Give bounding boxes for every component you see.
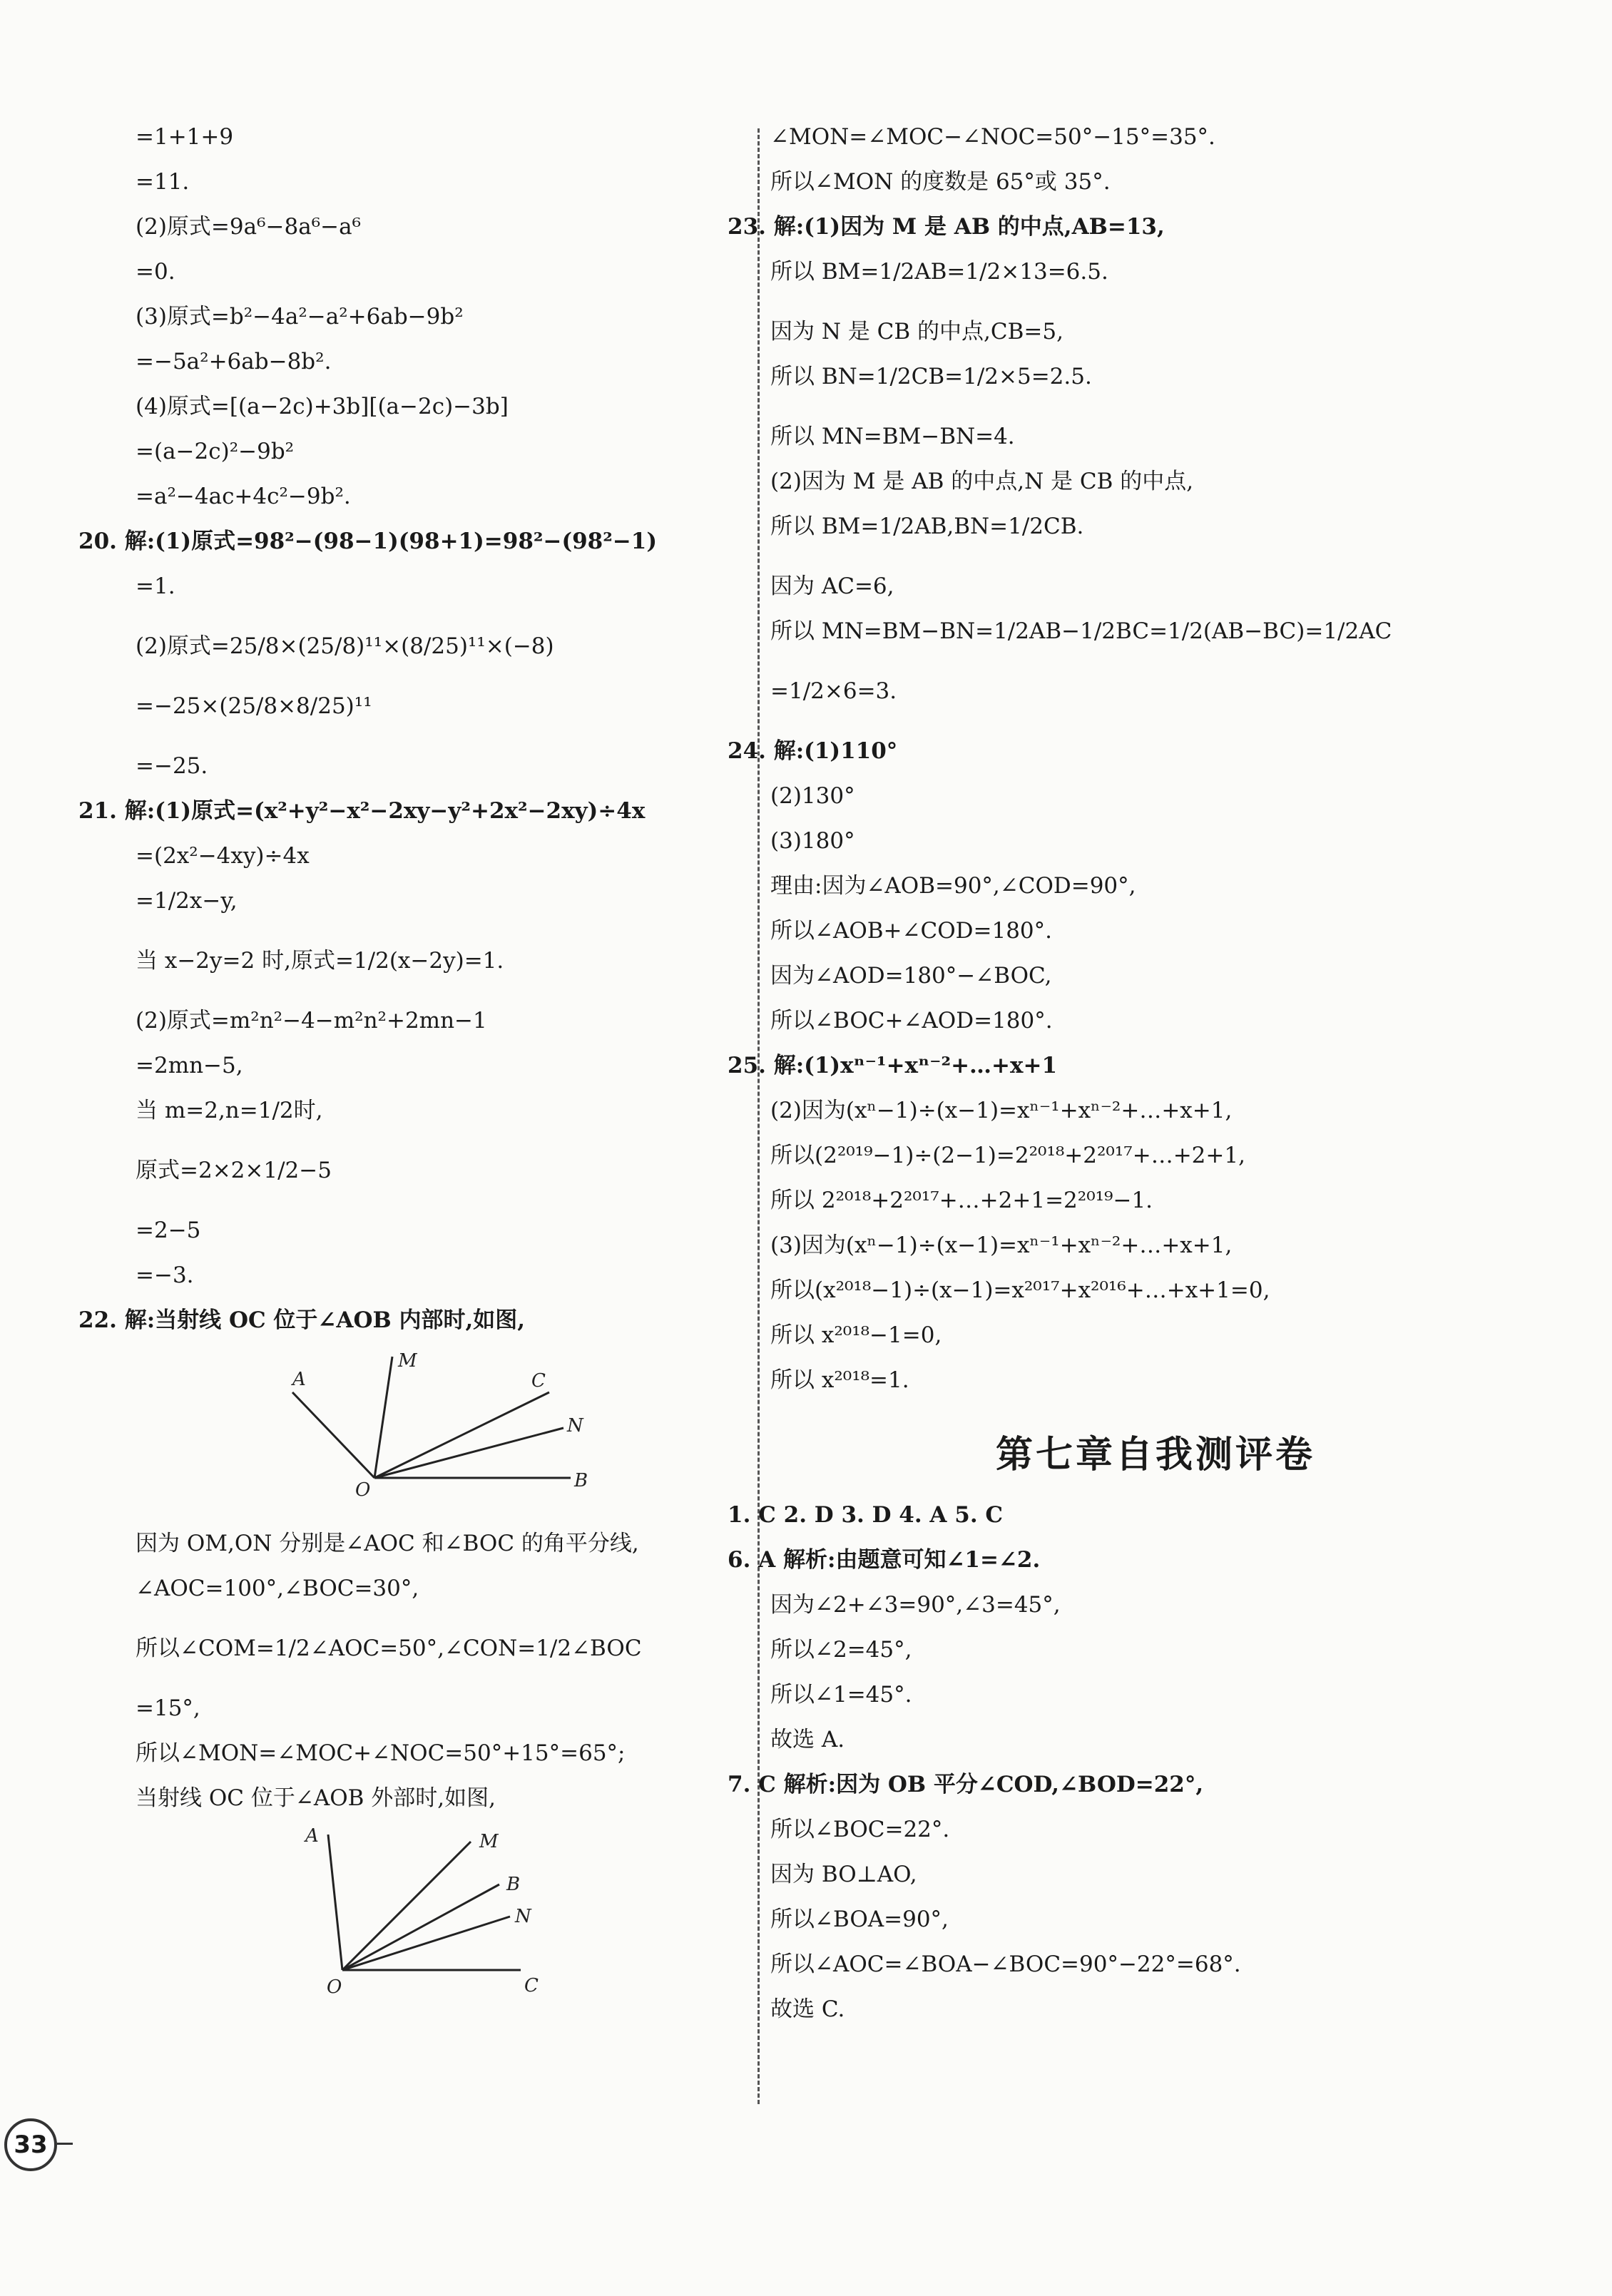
text-line: ∠MON=∠MOC−∠NOC=50°−15°=35°. — [770, 124, 1215, 150]
text-line: 因为∠AOD=180°−∠BOC, — [770, 963, 1052, 989]
label-M: M — [479, 1831, 499, 1852]
text-line: 所以 BM=1/2AB,BN=1/2CB. — [770, 514, 1084, 539]
text-line: =2−5 — [136, 1218, 201, 1243]
label-C: C — [524, 1975, 539, 1996]
text-line: 所以∠MON=∠MOC+∠NOC=50°+15°=65°; — [136, 1740, 626, 1766]
text-line: =1. — [136, 573, 175, 599]
angle-figure-1 — [278, 1349, 678, 1514]
text-line: 因为 BO⊥AO, — [770, 1862, 917, 1887]
text-line: =1+1+9 — [136, 124, 234, 150]
text-line: 所以∠AOB+∠COD=180°. — [770, 918, 1052, 944]
left-column — [78, 121, 742, 2013]
text-line: ∠AOC=100°,∠BOC=30°, — [136, 1576, 419, 1601]
text-line: (2)原式=25/8×(25/8)¹¹×(8/25)¹¹×(−8) — [136, 633, 554, 659]
ray-ON — [374, 1428, 563, 1478]
text-line: 因为 N 是 CB 的中点,CB=5, — [770, 319, 1063, 345]
ray-OM — [342, 1842, 471, 1970]
text-line: 所以(x²⁰¹⁸−1)÷(x−1)=x²⁰¹⁷+x²⁰¹⁶+…+x+1=0, — [770, 1277, 1270, 1303]
text-line: =−25×(25/8×8/25)¹¹ — [136, 693, 372, 719]
label-A: A — [292, 1369, 306, 1390]
text-line: 因为∠2+∠3=90°,∠3=45°, — [770, 1592, 1061, 1618]
text-line: (4)原式=[(a−2c)+3b][(a−2c)−3b] — [136, 394, 509, 419]
right-column — [728, 121, 1484, 2039]
text-line: =(2x²−4xy)÷4x — [136, 843, 310, 869]
label-M: M — [398, 1350, 417, 1372]
text-line: 所以 x²⁰¹⁸−1=0, — [770, 1322, 942, 1348]
label-O: O — [327, 1976, 342, 1998]
ray-OA — [328, 1835, 342, 1970]
text-line: 所以∠AOC=∠BOA−∠BOC=90°−22°=68°. — [770, 1951, 1241, 1977]
answers-1-5: 1. C 2. D 3. D 4. A 5. C — [728, 1502, 1004, 1528]
text-line: 所以(2²⁰¹⁹−1)÷(2−1)=2²⁰¹⁸+2²⁰¹⁷+…+2+1, — [770, 1143, 1245, 1168]
text-line: =−25. — [136, 753, 208, 779]
text-line: 所以 2²⁰¹⁸+2²⁰¹⁷+…+2+1=2²⁰¹⁹−1. — [770, 1188, 1153, 1213]
text-line: =a²−4ac+4c²−9b². — [136, 484, 351, 509]
label-N: N — [515, 1906, 531, 1927]
text-line: (2)130° — [770, 783, 855, 809]
problem-22: 22. 解:当射线 OC 位于∠AOB 内部时,如图, — [78, 1307, 526, 1333]
text-line: 因为 OM,ON 分别是∠AOC 和∠BOC 的角平分线, — [136, 1531, 639, 1556]
chapter-title: 第七章自我测评卷 — [995, 1434, 1315, 1476]
ray-OA — [292, 1392, 374, 1478]
text-line: =−5a²+6ab−8b². — [136, 349, 332, 374]
text-line: 所以∠2=45°, — [770, 1637, 912, 1663]
text-line: 当 x−2y=2 时,原式=1/2(x−2y)=1. — [136, 948, 504, 974]
text-line: 所以∠BOC=22°. — [770, 1817, 950, 1842]
text-line: 所以 MN=BM−BN=4. — [770, 424, 1015, 449]
text-line: (3)原式=b²−4a²−a²+6ab−9b² — [136, 304, 464, 330]
text-line: 所以 MN=BM−BN=1/2AB−1/2BC=1/2(AB−BC)=1/2AC — [770, 618, 1392, 644]
text-line: 所以∠BOA=90°, — [770, 1907, 949, 1932]
text-line: 故选 A. — [770, 1727, 845, 1752]
text-line: 所以∠MON 的度数是 65°或 35°. — [770, 169, 1111, 195]
label-C: C — [531, 1370, 546, 1392]
page-number-badge: 33 — [4, 2118, 57, 2171]
text-line: (3)180° — [770, 828, 855, 854]
text-line: 所以 x²⁰¹⁸=1. — [770, 1367, 909, 1393]
text-line: 故选 C. — [770, 1996, 845, 2022]
label-B: B — [506, 1874, 521, 1895]
text-line: 所以 BM=1/2AB=1/2×13=6.5. — [770, 259, 1108, 285]
angle-figure-2 — [292, 1827, 663, 1999]
label-O: O — [355, 1479, 371, 1501]
text-line: =11. — [136, 169, 190, 195]
text-line: 所以∠1=45°. — [770, 1682, 912, 1708]
text-line: =−3. — [136, 1262, 194, 1288]
text-line: 当 m=2,n=1/2时, — [136, 1098, 323, 1123]
text-line: =1/2x−y, — [136, 888, 238, 914]
text-line: (2)原式=m²n²−4−m²n²+2mn−1 — [136, 1008, 487, 1034]
text-line: 所以∠COM=1/2∠AOC=50°,∠CON=1/2∠BOC — [136, 1636, 642, 1661]
text-line: =2mn−5, — [136, 1053, 243, 1078]
text-line: (2)原式=9a⁶−8a⁶−a⁶ — [136, 214, 362, 240]
text-line: 所以∠BOC+∠AOD=180°. — [770, 1008, 1053, 1034]
problem-20: 20. 解:(1)原式=98²−(98−1)(98+1)=98²−(98²−1) — [78, 529, 658, 554]
text-line: 原式=2×2×1/2−5 — [136, 1158, 332, 1183]
text-line: 因为 AC=6, — [770, 573, 894, 599]
answer-7: 7. C 解析:因为 OB 平分∠COD,∠BOD=22°, — [728, 1772, 1204, 1797]
label-B: B — [574, 1470, 588, 1491]
text-line: (3)因为(xⁿ−1)÷(x−1)=xⁿ⁻¹+xⁿ⁻²+…+x+1, — [770, 1233, 1233, 1258]
ray-OC — [374, 1392, 549, 1478]
text-line: 当射线 OC 位于∠AOB 外部时,如图, — [136, 1785, 496, 1811]
text-line: =0. — [136, 259, 175, 285]
label-N: N — [567, 1415, 583, 1437]
text-line: =(a−2c)²−9b² — [136, 439, 295, 464]
text-line: 理由:因为∠AOB=90°,∠COD=90°, — [770, 873, 1136, 899]
answer-6: 6. A 解析:由题意可知∠1=∠2. — [728, 1547, 1041, 1573]
column-divider — [757, 128, 760, 2104]
page-number-rule — [57, 2143, 73, 2145]
ray-OM — [374, 1357, 392, 1478]
problem-23: 23. 解:(1)因为 M 是 AB 的中点,AB=13, — [728, 214, 1165, 240]
label-A: A — [305, 1827, 319, 1847]
text-line: =15°, — [136, 1695, 200, 1721]
problem-21: 21. 解:(1)原式=(x²+y²−x²−2xy−y²+2x²−2xy)÷4x — [78, 798, 646, 824]
problem-25: 25. 解:(1)xⁿ⁻¹+xⁿ⁻²+…+x+1 — [728, 1053, 1058, 1078]
text-line: 所以 BN=1/2CB=1/2×5=2.5. — [770, 364, 1092, 389]
problem-24: 24. 解:(1)110° — [728, 738, 898, 764]
text-line: (2)因为 M 是 AB 的中点,N 是 CB 的中点, — [770, 469, 1194, 494]
text-line: =1/2×6=3. — [770, 678, 897, 704]
text-line: (2)因为(xⁿ−1)÷(x−1)=xⁿ⁻¹+xⁿ⁻²+…+x+1, — [770, 1098, 1233, 1123]
